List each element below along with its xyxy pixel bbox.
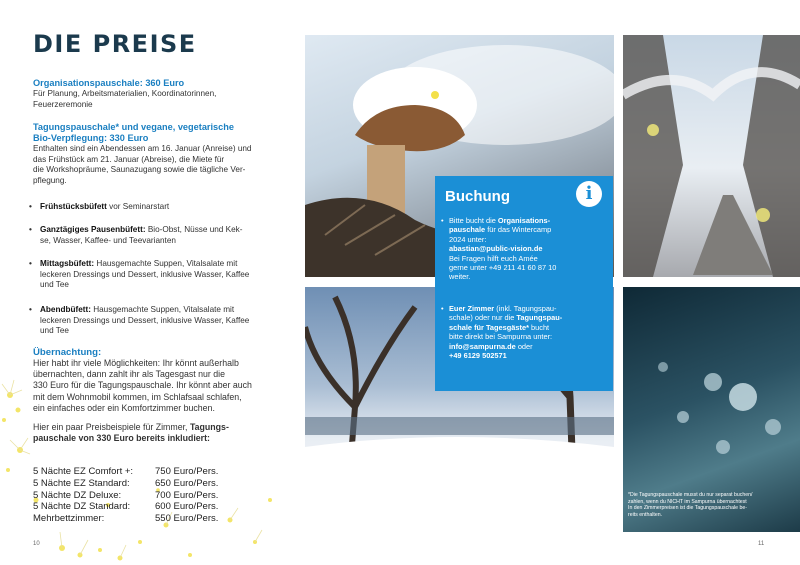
- footnote-line: reits enthalten.: [628, 511, 663, 518]
- price-label: 5 Nächte EZ Standard:: [33, 477, 130, 489]
- price-value: 750 Euro/Pers.: [155, 466, 219, 477]
- email-link[interactable]: info@sampurna.de: [449, 341, 516, 351]
- meal-text: Bio-Obst, Nüsse und Kek-: [145, 225, 243, 234]
- buchung-text: (inkl. Tagungspau-: [494, 304, 557, 313]
- tagung-heading: Tagungspauschale* und vegane, vegetarische: [33, 122, 234, 132]
- org-line: Feuerzeremonie: [33, 99, 93, 109]
- buchung-item: [441, 304, 607, 361]
- meal-name: Frühstücksbüfett: [40, 202, 107, 211]
- page-number-right: 11: [758, 541, 765, 547]
- example-bold: Tagungs-: [187, 422, 229, 433]
- meal-item: [29, 259, 290, 291]
- meal-text: leckeren Dressings und Dessert, inklusive Wasser, Kaffee: [40, 269, 250, 279]
- meal-text: Hausgemachte Suppen, Vitalsalate mit: [90, 305, 235, 314]
- price-label: 5 Nächte EZ Comfort +:: [33, 466, 134, 477]
- road-illustration: [623, 35, 800, 277]
- price-label: 5 Nächte DZ Standard:: [33, 501, 131, 513]
- buchung-text: oder: [515, 341, 533, 351]
- price-row: [33, 478, 218, 490]
- buchung-text: 2024 unter:: [449, 234, 487, 244]
- uebernachtung-line: 330 Euro für die Tagungspauschale. Ihr könnt aber auch: [33, 380, 252, 391]
- example-bold-text: pauschale von 330 Euro bereits inkludiert:: [33, 433, 210, 444]
- org-line: Für Planung, Arbeitsmaterialien, Koordinatorinnen,: [33, 89, 217, 98]
- photo-snowy-road: [623, 35, 800, 277]
- tagung-line: das Frühstück am 21. Januar (Abreise), die Miete für: [33, 154, 225, 164]
- tagung-line: Enthalten sind ein Abendessen am 16. Januar (Anreise) und: [33, 144, 252, 153]
- price-row: [33, 501, 218, 513]
- buchung-text: Bitte bucht die: [449, 216, 498, 225]
- buchung-text: bucht: [528, 322, 550, 332]
- buchung-bold: Tagungspau-: [516, 313, 563, 323]
- bullet: •: [29, 202, 32, 211]
- price-value: 650 Euro/Pers.: [155, 477, 219, 489]
- meal-text: leckeren Dressings und Dessert, inklusive Wasser, Kaffee: [40, 315, 250, 325]
- meal-text: und Tee: [40, 326, 69, 336]
- price-row: [33, 466, 218, 478]
- footnote-line: *Die Tagungspauschale musst du nur separat buchen/: [628, 492, 753, 498]
- example-bold: [33, 433, 288, 444]
- meal-text: vor Seminarstart: [106, 202, 170, 211]
- meal-name: Ganztägiges Pausenbüfett:: [40, 225, 146, 234]
- example-intro: [33, 422, 288, 433]
- meal-item: [29, 305, 290, 337]
- phone-link[interactable]: +49 6129 502571: [449, 351, 507, 361]
- uebernachtung-heading: Übernachtung:: [33, 347, 102, 358]
- tagung-line: pflegung.: [33, 175, 67, 185]
- meal-name: Abendbüfett:: [40, 305, 91, 314]
- price-table: [33, 466, 218, 525]
- price-label: Mehrbettzimmer:: [33, 513, 105, 525]
- buchung-bold: Euer Zimmer: [449, 304, 495, 313]
- org-block: [33, 78, 288, 110]
- buchung-text: bitte direkt bei Sampurna unter:: [449, 332, 553, 342]
- meal-text: und Tee: [40, 280, 69, 290]
- left-page: [0, 0, 300, 565]
- bullet: •: [441, 216, 444, 225]
- bullet: •: [29, 305, 32, 314]
- uebernachtung-line: mit dem Wohnmobil kommen, im Schlafsaal schlafen,: [33, 391, 242, 402]
- org-heading: Organisationspauschale: 360 Euro: [33, 78, 185, 88]
- price-value: 700 Euro/Pers.: [155, 489, 219, 501]
- price-row: [33, 490, 218, 502]
- meal-item: [29, 202, 290, 213]
- footnote-line: zahlen, wenn du NICHT im Sampurna übernachtest: [628, 498, 747, 505]
- buchung-text: für das Wintercamp: [485, 225, 552, 235]
- buchung-bold: schale für Tagesgäste*: [449, 322, 529, 332]
- buchung-text: Bei Fragen hilft euch Amée: [449, 253, 538, 263]
- info-icon: i: [576, 181, 602, 207]
- bullet: •: [441, 304, 444, 313]
- uebernachtung-line: übernachten, dann zahlt ihr als Tagesgast nur die: [33, 369, 226, 380]
- buchung-text: gerne unter +49 211 41 60 87 10: [449, 263, 557, 273]
- price-value: 600 Euro/Pers.: [155, 501, 219, 513]
- page-number-left: 10: [33, 541, 40, 547]
- buchung-heading: Buchung: [445, 188, 510, 205]
- uebernachtung-line: ein einfaches oder ein Komfortzimmer buchen.: [33, 402, 215, 413]
- email-link[interactable]: abastian@public-vision.de: [449, 244, 543, 254]
- page-title: DIE PREISE: [33, 30, 197, 58]
- uebernachtung-line: Hier habt ihr viele Möglichkeiten: Ihr könnt außerhalb: [33, 358, 239, 368]
- footnote: [628, 492, 793, 518]
- buchung-text: weiter.: [449, 272, 471, 282]
- buchung-box: [435, 176, 613, 391]
- footnote-line: In den Zimmerpreisen ist die Tagungspauschale be-: [628, 505, 747, 512]
- tagung-line: die Workshopräume, Saunazugang sowie die tägliche Ver-: [33, 165, 246, 175]
- buchung-bold: pauschale: [449, 225, 486, 235]
- price-label: 5 Nächte DZ Deluxe:: [33, 489, 122, 501]
- buchung-item: [441, 216, 607, 282]
- tagung-heading: Bio-Verpflegung: 330 Euro: [33, 133, 149, 143]
- example-text: Hier ein paar Preisbeispiele für Zimmer,: [33, 422, 188, 433]
- meal-name: Mittagsbüfett:: [40, 259, 95, 268]
- meal-item: [29, 225, 290, 246]
- uebernachtung-block: [33, 347, 288, 444]
- meal-text: Hausgemachte Suppen, Vitalsalate mit: [94, 259, 238, 268]
- buchung-text: schale) oder nur die: [449, 313, 517, 323]
- bullet: •: [29, 259, 32, 268]
- meal-text: se, Wasser, Kaffee- und Teevarianten: [40, 235, 176, 245]
- buchung-bold: Organisations-: [497, 216, 551, 225]
- tagung-block: [33, 122, 288, 186]
- price-value: 550 Euro/Pers.: [155, 513, 219, 525]
- price-row: [33, 513, 218, 525]
- bullet: •: [29, 225, 32, 234]
